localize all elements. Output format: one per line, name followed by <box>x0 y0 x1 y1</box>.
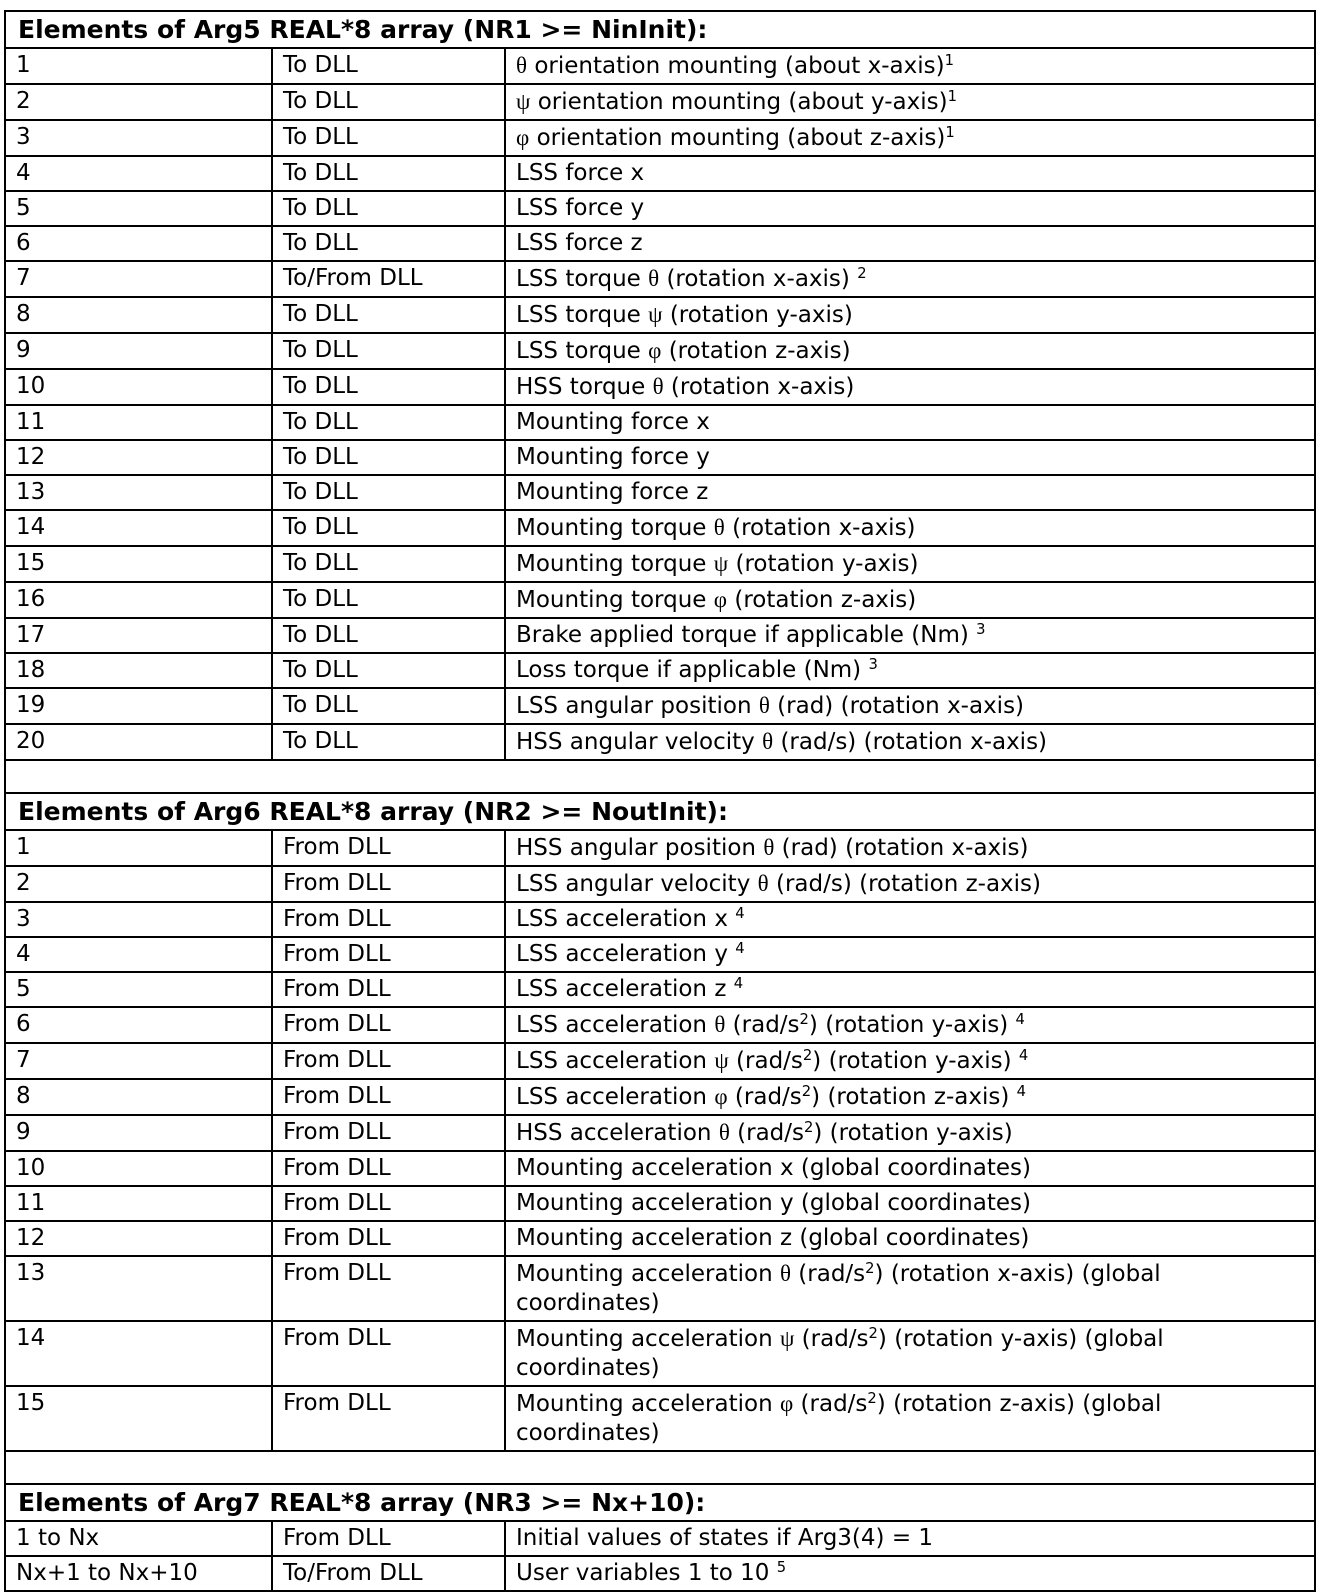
greek-symbol: θ <box>652 374 664 399</box>
footnote-superscript: 2 <box>799 1011 809 1028</box>
greek-symbol: ψ <box>648 302 663 327</box>
element-id-cell: Nx+1 to Nx+10 <box>5 1556 272 1591</box>
footnote-superscript: 1 <box>947 88 957 105</box>
direction-cell: To DLL <box>272 440 505 475</box>
direction-cell: From DLL <box>272 937 505 972</box>
table-row <box>5 475 1315 510</box>
footnote-superscript: 2 <box>804 1119 814 1136</box>
description-cell: Mounting acceleration ψ (rad/s$^2$) (rotation y-axis) (global coordinates) <box>505 1321 1315 1386</box>
table-row <box>5 866 1315 902</box>
description-cell: Mounting torque φ (rotation z-axis) <box>505 582 1315 618</box>
table-row <box>5 688 1315 724</box>
direction-cell: To DLL <box>272 653 505 688</box>
table-row <box>5 1115 1315 1151</box>
element-id-cell: 1 <box>5 830 272 866</box>
greek-symbol: ψ <box>516 89 531 114</box>
direction-cell: From DLL <box>272 830 505 866</box>
greek-symbol: θ <box>648 266 660 291</box>
direction-cell: To DLL <box>272 405 505 440</box>
element-id-cell: 13 <box>5 475 272 510</box>
description-cell: Mounting acceleration y (global coordinates) <box>505 1186 1315 1221</box>
description-cell: ψ orientation mounting (about y-axis)$^1$ <box>505 84 1315 120</box>
direction-cell: From DLL <box>272 1521 505 1556</box>
description-cell: Mounting torque ψ (rotation y-axis) <box>505 546 1315 582</box>
element-id-cell: 6 <box>5 1007 272 1043</box>
footnote-superscript: 4 <box>1015 1011 1025 1028</box>
direction-cell: From DLL <box>272 1256 505 1321</box>
greek-symbol: φ <box>648 338 662 363</box>
table-row <box>5 937 1315 972</box>
description-cell: Mounting acceleration x (global coordinates) <box>505 1151 1315 1186</box>
description-cell: θ orientation mounting (about x-axis)$^1$ <box>505 48 1315 84</box>
table-row <box>5 369 1315 405</box>
table-row <box>5 902 1315 937</box>
element-id-cell: 3 <box>5 120 272 156</box>
footnote-superscript: 3 <box>868 656 878 673</box>
description-cell: LSS torque ψ (rotation y-axis) <box>505 297 1315 333</box>
element-id-cell: 3 <box>5 902 272 937</box>
element-id-cell: 12 <box>5 1221 272 1256</box>
table-title: Elements of Arg6 REAL*8 array (NR2 >= NoutInit): <box>5 793 1315 830</box>
table-row <box>5 618 1315 653</box>
direction-cell: To DLL <box>272 191 505 226</box>
element-id-cell: 16 <box>5 582 272 618</box>
footnote-superscript: 4 <box>735 905 745 922</box>
table-row <box>5 724 1315 760</box>
description-cell: φ orientation mounting (about z-axis)$^1$ <box>505 120 1315 156</box>
direction-cell: From DLL <box>272 1186 505 1221</box>
table-row <box>5 84 1315 120</box>
element-id-cell: 20 <box>5 724 272 760</box>
greek-symbol: θ <box>714 1012 726 1037</box>
table-row <box>5 1043 1315 1079</box>
element-id-cell: 17 <box>5 618 272 653</box>
description-cell: LSS angular position θ (rad) (rotation x-axis) <box>505 688 1315 724</box>
element-id-cell: 18 <box>5 653 272 688</box>
element-id-cell: 14 <box>5 1321 272 1386</box>
table-row <box>5 120 1315 156</box>
element-id-cell: 6 <box>5 226 272 261</box>
direction-cell: From DLL <box>272 1386 505 1451</box>
element-id-cell: 9 <box>5 333 272 369</box>
footnote-superscript: 2 <box>867 1390 877 1407</box>
table-row <box>5 1221 1315 1256</box>
element-id-cell: 7 <box>5 261 272 297</box>
table-spacer-row <box>5 1451 1315 1484</box>
description-cell: Loss torque if applicable (Nm) $^3$ <box>505 653 1315 688</box>
footnote-superscript: 2 <box>865 1260 875 1277</box>
footnote-superscript: 2 <box>802 1047 813 1064</box>
element-id-cell: 8 <box>5 1079 272 1115</box>
element-id-cell: 12 <box>5 440 272 475</box>
greek-symbol: φ <box>714 1084 728 1109</box>
direction-cell: To DLL <box>272 510 505 546</box>
table-row <box>5 1256 1315 1321</box>
greek-symbol: ψ <box>713 551 729 576</box>
direction-cell: To DLL <box>272 688 505 724</box>
table-row <box>5 1007 1315 1043</box>
table-row <box>5 972 1315 1007</box>
spacer-cell <box>5 760 1315 793</box>
table-title: Elements of Arg5 REAL*8 array (NR1 >= NinInit): <box>5 11 1315 48</box>
direction-cell: To DLL <box>272 546 505 582</box>
direction-cell: To DLL <box>272 226 505 261</box>
direction-cell: From DLL <box>272 1043 505 1079</box>
table-row <box>5 297 1315 333</box>
description-cell: Mounting acceleration φ (rad/s$^2$) (rotation z-axis) (global coordinates) <box>505 1386 1315 1451</box>
description-cell: LSS torque θ (rotation x-axis) $^2$ <box>505 261 1315 297</box>
element-id-cell: 15 <box>5 546 272 582</box>
table-section-header <box>5 11 1315 48</box>
greek-symbol: ψ <box>714 1048 729 1073</box>
table-section-header <box>5 793 1315 830</box>
greek-symbol: θ <box>763 835 775 860</box>
direction-cell: To DLL <box>272 475 505 510</box>
greek-symbol: θ <box>779 1261 791 1286</box>
table-row <box>5 1079 1315 1115</box>
element-id-cell: 4 <box>5 156 272 191</box>
element-id-cell: 11 <box>5 405 272 440</box>
description-cell: HSS angular position θ (rad) (rotation x-axis) <box>505 830 1315 866</box>
element-id-cell: 13 <box>5 1256 272 1321</box>
greek-symbol: θ <box>713 515 725 540</box>
table-section-header <box>5 1484 1315 1521</box>
direction-cell: To DLL <box>272 156 505 191</box>
description-cell: Mounting torque θ (rotation x-axis) <box>505 510 1315 546</box>
description-cell: Mounting acceleration z (global coordinates) <box>505 1221 1315 1256</box>
direction-cell: To DLL <box>272 618 505 653</box>
table-row <box>5 1556 1315 1591</box>
direction-cell: From DLL <box>272 1079 505 1115</box>
table-row <box>5 48 1315 84</box>
description-cell: LSS torque φ (rotation z-axis) <box>505 333 1315 369</box>
table-row <box>5 226 1315 261</box>
direction-cell: To DLL <box>272 84 505 120</box>
table-row <box>5 1321 1315 1386</box>
description-cell: HSS acceleration θ (rad/s$^2$) (rotation y-axis) <box>505 1115 1315 1151</box>
direction-cell: To DLL <box>272 333 505 369</box>
footnote-superscript: 2 <box>801 1083 812 1100</box>
direction-cell: To DLL <box>272 369 505 405</box>
direction-cell: From DLL <box>272 972 505 1007</box>
greek-symbol: ψ <box>779 1326 795 1351</box>
greek-symbol: φ <box>779 1391 794 1416</box>
table-row <box>5 191 1315 226</box>
footnote-superscript: 2 <box>868 1325 878 1342</box>
description-cell: LSS acceleration φ (rad/s$^2$) (rotation z-axis) $^4$ <box>505 1079 1315 1115</box>
direction-cell: To DLL <box>272 724 505 760</box>
greek-symbol: φ <box>516 125 530 150</box>
direction-cell: To DLL <box>272 297 505 333</box>
direction-cell: From DLL <box>272 1321 505 1386</box>
direction-cell: To/From DLL <box>272 261 505 297</box>
element-id-cell: 8 <box>5 297 272 333</box>
footnote-superscript: 4 <box>1018 1047 1029 1064</box>
element-id-cell: 15 <box>5 1386 272 1451</box>
description-cell: LSS acceleration ψ (rad/s$^2$) (rotation y-axis) $^4$ <box>505 1043 1315 1079</box>
description-cell: LSS angular velocity θ (rad/s) (rotation z-axis) <box>505 866 1315 902</box>
footnote-superscript: 1 <box>944 52 954 69</box>
table-row <box>5 440 1315 475</box>
footnote-superscript: 1 <box>945 124 955 141</box>
element-id-cell: 4 <box>5 937 272 972</box>
description-cell: LSS acceleration θ (rad/s$^2$) (rotation y-axis) $^4$ <box>505 1007 1315 1043</box>
table-spacer-row <box>5 760 1315 793</box>
dll-arguments-table <box>4 10 1316 1592</box>
description-cell: LSS acceleration z $^4$ <box>505 972 1315 1007</box>
table-row <box>5 333 1315 369</box>
description-cell: Brake applied torque if applicable (Nm) $^3$ <box>505 618 1315 653</box>
footnote-superscript: 3 <box>976 621 986 638</box>
document-page <box>0 10 1323 1586</box>
element-id-cell: 10 <box>5 369 272 405</box>
element-id-cell: 14 <box>5 510 272 546</box>
direction-cell: To DLL <box>272 48 505 84</box>
direction-cell: From DLL <box>272 1151 505 1186</box>
greek-symbol: θ <box>757 871 769 896</box>
footnote-superscript: 2 <box>857 265 867 282</box>
element-id-cell: 5 <box>5 191 272 226</box>
description-cell: Initial values of states if Arg3(4) = 1 <box>505 1521 1315 1556</box>
table-title: Elements of Arg7 REAL*8 array (NR3 >= Nx+10): <box>5 1484 1315 1521</box>
table-row <box>5 546 1315 582</box>
description-cell: LSS force z <box>505 226 1315 261</box>
element-id-cell: 11 <box>5 1186 272 1221</box>
direction-cell: From DLL <box>272 1115 505 1151</box>
direction-cell: From DLL <box>272 1221 505 1256</box>
table-row <box>5 156 1315 191</box>
greek-symbol: θ <box>516 53 528 78</box>
element-id-cell: 2 <box>5 866 272 902</box>
table-row <box>5 1151 1315 1186</box>
element-id-cell: 9 <box>5 1115 272 1151</box>
table-row <box>5 405 1315 440</box>
element-id-cell: 19 <box>5 688 272 724</box>
table-row <box>5 653 1315 688</box>
element-id-cell: 5 <box>5 972 272 1007</box>
direction-cell: From DLL <box>272 866 505 902</box>
description-cell: HSS angular velocity θ (rad/s) (rotation x-axis) <box>505 724 1315 760</box>
table-row <box>5 1386 1315 1451</box>
element-id-cell: 7 <box>5 1043 272 1079</box>
element-id-cell: 1 to Nx <box>5 1521 272 1556</box>
description-cell: Mounting force x <box>505 405 1315 440</box>
description-cell: LSS acceleration y $^4$ <box>505 937 1315 972</box>
table-body <box>5 11 1315 1591</box>
description-cell: Mounting force z <box>505 475 1315 510</box>
greek-symbol: θ <box>762 729 774 754</box>
table-row <box>5 510 1315 546</box>
element-id-cell: 2 <box>5 84 272 120</box>
spacer-cell <box>5 1451 1315 1484</box>
description-cell: User variables 1 to 10 $^5$ <box>505 1556 1315 1591</box>
greek-symbol: φ <box>713 587 728 612</box>
description-cell: Mounting force y <box>505 440 1315 475</box>
direction-cell: To DLL <box>272 582 505 618</box>
table-row <box>5 582 1315 618</box>
direction-cell: From DLL <box>272 902 505 937</box>
direction-cell: From DLL <box>272 1007 505 1043</box>
element-id-cell: 1 <box>5 48 272 84</box>
footnote-superscript: 4 <box>733 975 744 992</box>
table-row <box>5 1186 1315 1221</box>
footnote-superscript: 5 <box>776 1559 787 1576</box>
table-row <box>5 261 1315 297</box>
description-cell: LSS force x <box>505 156 1315 191</box>
greek-symbol: θ <box>718 1120 730 1145</box>
description-cell: LSS force y <box>505 191 1315 226</box>
footnote-superscript: 4 <box>735 940 745 957</box>
description-cell: Mounting acceleration θ (rad/s$^2$) (rotation x-axis) (global coordinates) <box>505 1256 1315 1321</box>
description-cell: HSS torque θ (rotation x-axis) <box>505 369 1315 405</box>
greek-symbol: θ <box>758 693 770 718</box>
table-row <box>5 830 1315 866</box>
table-row <box>5 1521 1315 1556</box>
direction-cell: To/From DLL <box>272 1556 505 1591</box>
element-id-cell: 10 <box>5 1151 272 1186</box>
direction-cell: To DLL <box>272 120 505 156</box>
footnote-superscript: 4 <box>1016 1083 1027 1100</box>
description-cell: LSS acceleration x $^4$ <box>505 902 1315 937</box>
